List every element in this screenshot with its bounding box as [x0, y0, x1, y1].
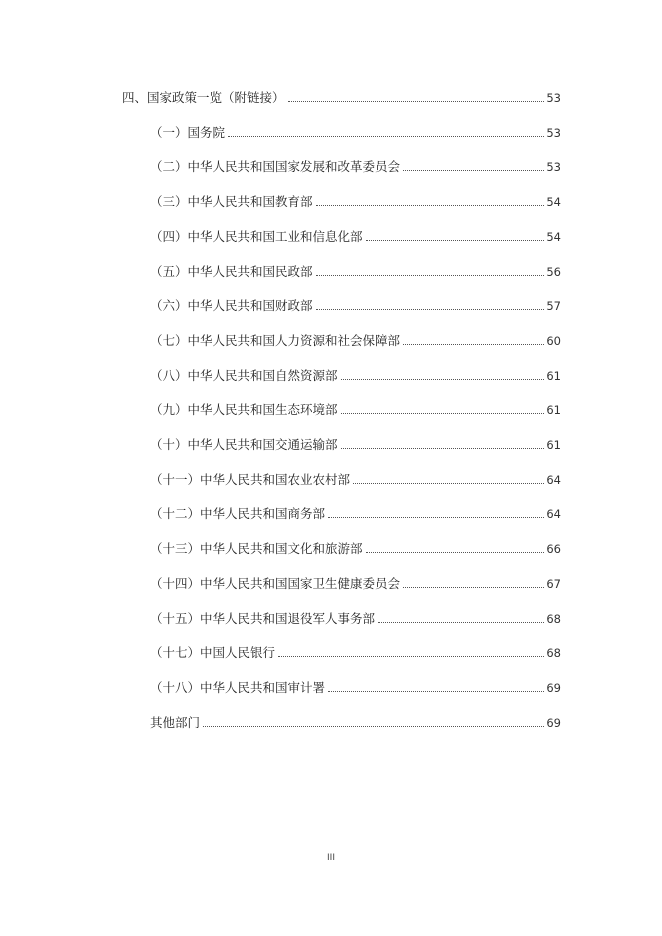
- dot-leader: [403, 169, 544, 171]
- toc-entry-page: 68: [546, 646, 561, 661]
- toc-entry[interactable]: [150, 610, 561, 628]
- toc-entry[interactable]: [150, 228, 561, 246]
- dot-leader: [288, 100, 545, 102]
- dot-leader: [353, 482, 544, 484]
- toc-entry-title: （九）中华人民共和国生态环境部: [150, 402, 338, 418]
- toc-entry-page: 67: [546, 576, 561, 591]
- toc-entry[interactable]: [150, 575, 561, 593]
- toc-entry-page: 69: [546, 715, 561, 730]
- toc-entry-page: 53: [546, 160, 561, 175]
- dot-leader: [341, 378, 545, 380]
- toc-entry-page: 64: [546, 472, 561, 487]
- toc-entry-page: 66: [546, 542, 561, 557]
- dot-leader: [316, 204, 545, 206]
- dot-leader: [341, 447, 545, 449]
- toc-entry[interactable]: [122, 89, 561, 107]
- toc-entry-title: （十一）中华人民共和国农业农村部: [150, 471, 351, 487]
- toc-entry-title: 四、国家政策一览（附链接）: [122, 90, 285, 105]
- dot-leader: [341, 412, 545, 414]
- toc-entry[interactable]: [150, 644, 561, 662]
- toc-entry-page: 53: [546, 91, 561, 105]
- toc-entry[interactable]: [150, 158, 561, 176]
- toc-entry[interactable]: [150, 505, 561, 523]
- toc-entry[interactable]: [150, 297, 561, 315]
- toc-entry[interactable]: [150, 714, 561, 732]
- toc-entry-title: （六）中华人民共和国财政部: [150, 298, 313, 314]
- toc-entry-page: 60: [546, 333, 561, 348]
- toc-entry-page: 64: [546, 507, 561, 522]
- dot-leader: [203, 725, 544, 727]
- toc-entry-title: （十三）中华人民共和国文化和旅游部: [150, 541, 363, 557]
- dot-leader: [328, 690, 544, 692]
- toc-entry-page: 56: [546, 264, 561, 279]
- toc-entry[interactable]: [150, 540, 561, 558]
- toc-entry-page: 57: [546, 299, 561, 314]
- toc-entry-title: （四）中华人民共和国工业和信息化部: [150, 228, 363, 244]
- toc-entry[interactable]: [150, 263, 561, 281]
- toc-entry[interactable]: [150, 193, 561, 211]
- toc-entry-title: （十五）中华人民共和国退役军人事务部: [150, 610, 376, 626]
- dot-leader: [378, 621, 544, 623]
- dot-leader: [366, 551, 545, 553]
- toc-entry-page: 53: [546, 125, 561, 140]
- toc-entry-title: （三）中华人民共和国教育部: [150, 194, 313, 210]
- toc-entry-page: 54: [546, 229, 561, 244]
- toc-entry-title: （七）中华人民共和国人力资源和社会保障部: [150, 332, 401, 348]
- toc-entry-page: 61: [546, 368, 561, 383]
- dot-leader: [316, 308, 545, 310]
- toc-entry-title: （五）中华人民共和国民政部: [150, 263, 313, 279]
- toc-entry-page: 54: [546, 195, 561, 210]
- dot-leader: [316, 274, 545, 276]
- toc-entry-title: （十）中华人民共和国交通运输部: [150, 437, 338, 452]
- toc-entry-title: （十八）中华人民共和国审计署: [150, 679, 326, 695]
- dot-leader: [228, 135, 544, 137]
- toc-entry-title: （十四）中华人民共和国国家卫生健康委员会: [150, 575, 401, 591]
- toc-entry[interactable]: [150, 679, 561, 697]
- dot-leader: [403, 343, 544, 345]
- dot-leader: [278, 655, 544, 657]
- toc-entry-title: （十二）中华人民共和国商务部: [150, 506, 326, 522]
- toc-entry[interactable]: [150, 471, 561, 489]
- toc-entry-page: 61: [546, 438, 561, 452]
- toc-entry[interactable]: [150, 436, 561, 454]
- toc-entry-page: 69: [546, 680, 561, 695]
- dot-leader: [403, 586, 544, 588]
- toc-entry-page: 61: [546, 403, 561, 418]
- toc-entry-title: （二）中华人民共和国国家发展和改革委员会: [150, 159, 401, 175]
- toc-entry[interactable]: [150, 124, 561, 142]
- toc-entry[interactable]: [150, 367, 561, 385]
- toc-entry-title: （一）国务院: [150, 124, 226, 140]
- dot-leader: [366, 239, 545, 241]
- toc-entry[interactable]: [150, 401, 561, 419]
- toc-entry-title: （十七）中国人民银行: [150, 645, 276, 661]
- toc-entry-title: 其他部门: [150, 714, 201, 730]
- toc-entry-page: 68: [546, 611, 561, 626]
- dot-leader: [328, 516, 544, 518]
- page-number-footer: III: [327, 853, 335, 863]
- toc-entry-title: （八）中华人民共和国自然资源部: [150, 367, 338, 383]
- toc-entry[interactable]: [150, 332, 561, 350]
